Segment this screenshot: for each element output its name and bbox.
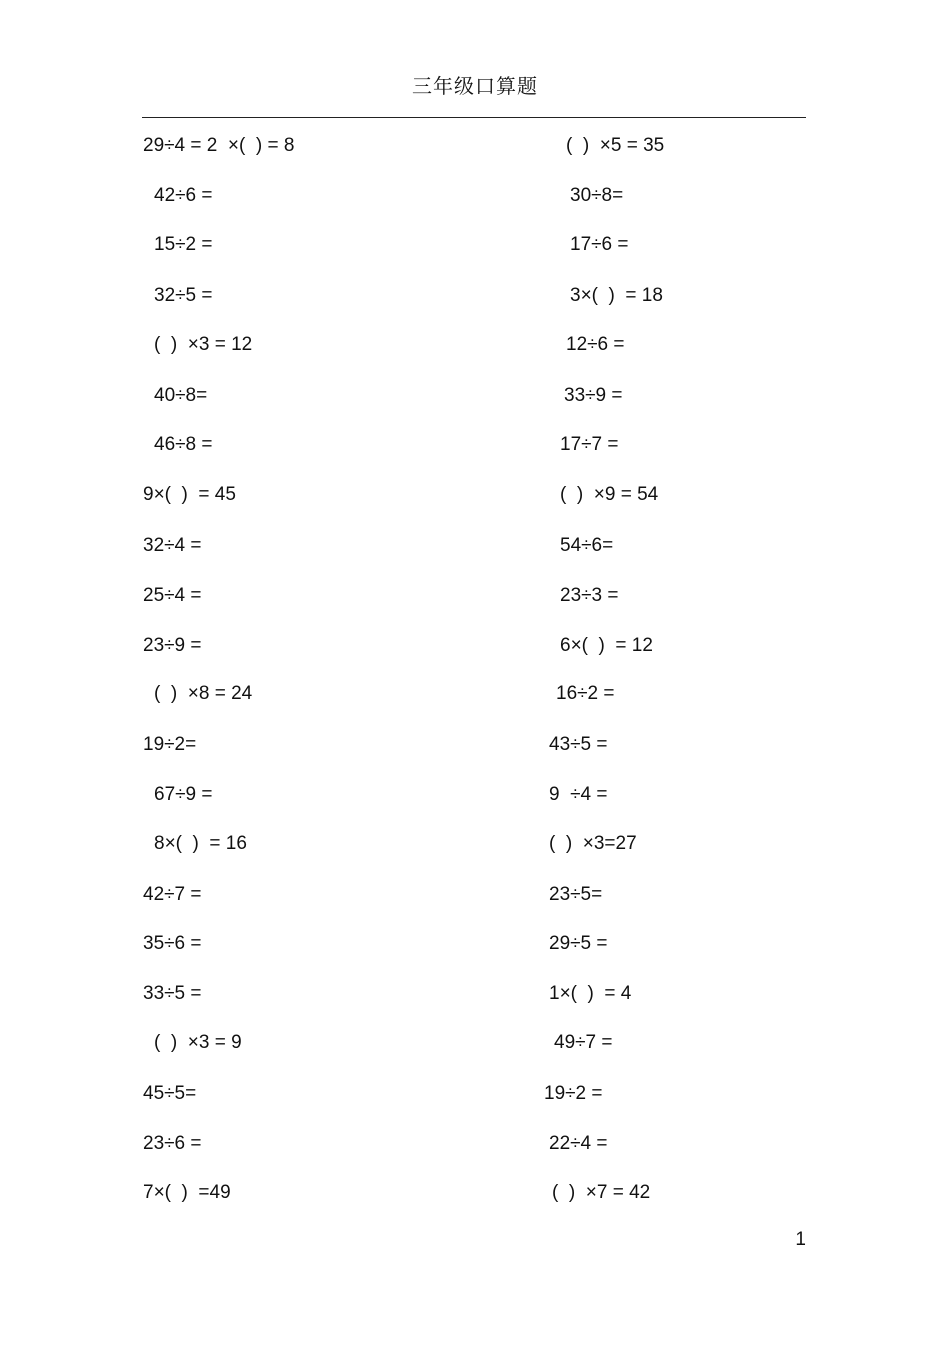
right-column-problem: 54÷6= <box>560 535 614 556</box>
right-column-problem: 49÷7 = <box>554 1032 613 1053</box>
left-column-problem: 9×( ) = 45 <box>143 484 236 505</box>
left-column-problem: 42÷7 = <box>143 884 202 905</box>
right-column-problem: 17÷6 = <box>570 234 629 255</box>
right-column-problem: ( ) ×5 = 35 <box>566 135 665 156</box>
left-column-problem: 35÷6 = <box>143 933 202 954</box>
left-column-problem: ( ) ×3 = 9 <box>154 1032 242 1053</box>
right-column-problem: 33÷9 = <box>564 385 623 406</box>
left-column-problem: 45÷5= <box>143 1083 197 1104</box>
left-column-problem: 32÷4 = <box>143 535 202 556</box>
right-column-problem: ( ) ×3=27 <box>549 833 637 854</box>
right-column-problem: 22÷4 = <box>549 1133 608 1154</box>
right-column-problem: 1×( ) = 4 <box>549 983 632 1004</box>
page-title: 三年级口算题 <box>412 74 538 98</box>
left-column-problem: 32÷5 = <box>154 285 213 306</box>
right-column-problem: 16÷2 = <box>556 683 615 704</box>
right-column-problem: 12÷6 = <box>566 334 625 355</box>
right-column-problem: 23÷3 = <box>560 585 619 606</box>
left-column-problem: 15÷2 = <box>154 234 213 255</box>
right-column-problem: 19÷2 = <box>544 1083 603 1104</box>
right-column-problem: 9 ÷4 = <box>549 784 608 805</box>
right-column-problem: 30÷8= <box>570 185 624 206</box>
left-column-problem: 42÷6 = <box>154 185 213 206</box>
page-number: 1 <box>795 1229 806 1250</box>
left-column-problem: ( ) ×8 = 24 <box>154 683 253 704</box>
left-column-problem: 19÷2= <box>143 734 197 755</box>
left-column-problem: 7×( ) =49 <box>143 1182 231 1203</box>
right-column-problem: 43÷5 = <box>549 734 608 755</box>
left-column-problem: 29÷4 = 2 ×( ) = 8 <box>143 135 295 156</box>
right-column-problem: 6×( ) = 12 <box>560 635 653 656</box>
left-column-problem: 33÷5 = <box>143 983 202 1004</box>
left-column-problem: 67÷9 = <box>154 784 213 805</box>
right-column-problem: ( ) ×9 = 54 <box>560 484 659 505</box>
left-column-problem: 23÷6 = <box>143 1133 202 1154</box>
left-column-problem: 40÷8= <box>154 385 208 406</box>
left-column-problem: ( ) ×3 = 12 <box>154 334 253 355</box>
right-column-problem: 17÷7 = <box>560 434 619 455</box>
right-column-problem: 3×( ) = 18 <box>570 285 663 306</box>
left-column-problem: 23÷9 = <box>143 635 202 656</box>
left-column-problem: 25÷4 = <box>143 585 202 606</box>
right-column-problem: 29÷5 = <box>549 933 608 954</box>
left-column-problem: 8×( ) = 16 <box>154 833 247 854</box>
right-column-problem: ( ) ×7 = 42 <box>552 1182 651 1203</box>
left-column-problem: 46÷8 = <box>154 434 213 455</box>
right-column-problem: 23÷5= <box>549 884 603 905</box>
